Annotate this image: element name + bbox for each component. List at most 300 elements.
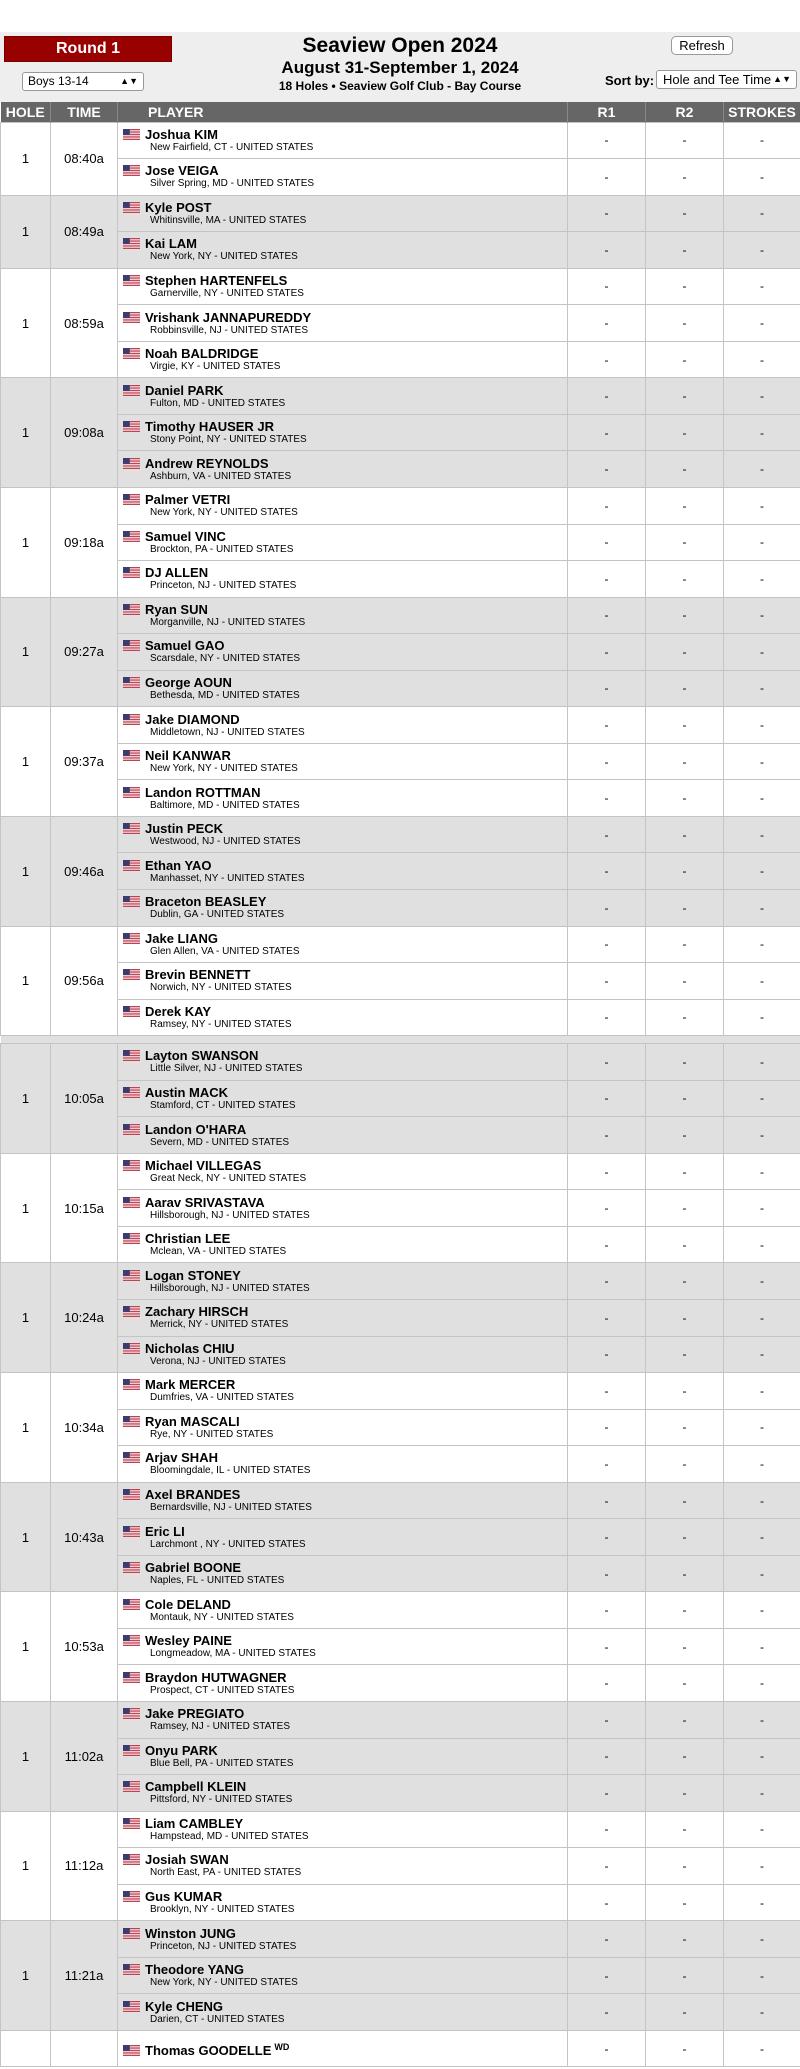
player-name[interactable]: Gus KUMAR (145, 1889, 223, 1905)
table-row[interactable] (1, 1117, 800, 1154)
player-name[interactable]: Mark MERCER (145, 1377, 236, 1393)
player-name-line[interactable] (123, 1195, 567, 1210)
player-name[interactable]: Braydon HUTWAGNER (145, 1669, 287, 1685)
table-row[interactable] (1, 597, 800, 634)
player-name[interactable]: Theodore YANG (145, 1962, 244, 1978)
player-name[interactable]: Axel BRANDES (145, 1487, 241, 1502)
player-location: Dublin, GA - UNITED STATES (150, 909, 285, 921)
player-cell[interactable] (118, 1190, 568, 1227)
player-location: Mclean, VA - UNITED STATES (150, 1246, 287, 1258)
player-name[interactable]: Landon O'HARA (145, 1121, 247, 1137)
player-cell[interactable] (118, 634, 568, 671)
player-cell[interactable] (118, 743, 568, 780)
col-header-strokes[interactable]: STROKES (724, 102, 800, 122)
player-name[interactable]: Eric LI (145, 1523, 185, 1539)
tee-time-cell: 09:46a (51, 816, 118, 926)
table-row[interactable] (1, 1702, 800, 1739)
table-row[interactable] (1, 963, 800, 1000)
strokes-total: - (724, 1519, 800, 1556)
hole-cell: 1 (1, 926, 51, 1036)
player-name-line[interactable] (123, 1926, 567, 1941)
r2-score: - (646, 232, 724, 269)
player-name-line[interactable] (123, 456, 567, 471)
player-location: Blue Bell, PA - UNITED STATES (150, 1757, 294, 1769)
table-row[interactable] (1, 341, 800, 378)
player-cell[interactable] (118, 378, 568, 415)
player-name-line[interactable] (123, 163, 567, 178)
table-row[interactable] (1, 743, 800, 780)
player-cell[interactable] (118, 524, 568, 561)
table-row[interactable] (1, 670, 800, 707)
strokes-total: - (724, 122, 800, 159)
table-row[interactable] (1, 1555, 800, 1592)
player-name[interactable]: Ryan MASCALI (145, 1413, 240, 1429)
player-cell[interactable] (118, 1738, 568, 1775)
player-cell[interactable] (118, 195, 568, 232)
table-row[interactable] (1, 1628, 800, 1665)
player-name[interactable]: Ethan YAO (145, 857, 212, 873)
player-name-line[interactable] (123, 1158, 567, 1173)
table-row[interactable] (1, 1665, 800, 1702)
player-name[interactable]: Derek KAY (145, 1003, 212, 1019)
player-name-line[interactable] (123, 1414, 567, 1429)
player-name-line[interactable] (123, 931, 567, 946)
player-name-line[interactable] (123, 602, 567, 617)
us-flag-icon (123, 1488, 140, 1499)
us-flag-icon (123, 2044, 140, 2055)
player-cell[interactable] (118, 1336, 568, 1373)
player-name-line[interactable] (123, 894, 567, 909)
table-row[interactable] (1, 853, 800, 890)
table-row[interactable] (1, 122, 800, 159)
table-row[interactable] (1, 1482, 800, 1519)
hole-cell: 1 (1, 268, 51, 378)
us-flag-icon (123, 1305, 140, 1316)
table-row[interactable] (1, 1263, 800, 1300)
player-cell[interactable] (118, 1957, 568, 1994)
table-row[interactable] (1, 1300, 800, 1337)
player-location: New York, NY - UNITED STATES (150, 1977, 298, 1989)
player-name-line[interactable] (123, 1852, 567, 1867)
player-location: New Fairfield, CT - UNITED STATES (150, 141, 314, 153)
player-name-line[interactable] (123, 273, 567, 288)
player-name[interactable]: Michael VILLEGAS (145, 1158, 262, 1174)
player-name[interactable]: Arjav SHAH (145, 1450, 218, 1466)
player-cell[interactable] (118, 2030, 568, 2067)
hole-cell: 1 (1, 122, 51, 195)
player-name[interactable]: Wesley PAINE (145, 1633, 232, 1649)
player-name[interactable]: Stephen HARTENFELS (145, 272, 288, 288)
r1-score: - (568, 1628, 646, 1665)
player-name[interactable]: Onyu PARK (145, 1742, 218, 1758)
table-row[interactable] (1, 268, 800, 305)
r2-score: - (646, 963, 724, 1000)
player-cell[interactable] (118, 1519, 568, 1556)
player-name-line[interactable] (123, 2040, 567, 2058)
table-row[interactable] (1, 1848, 800, 1885)
player-cell[interactable] (118, 1080, 568, 1117)
player-name-line[interactable] (123, 1706, 567, 1721)
player-name-line[interactable] (123, 529, 567, 544)
player-name-line[interactable] (123, 310, 567, 325)
r1-score: - (568, 1811, 646, 1848)
us-flag-icon (123, 566, 140, 577)
table-row[interactable] (1, 1738, 800, 1775)
refresh-button[interactable]: Refresh (671, 36, 733, 55)
table-row[interactable] (1, 1226, 800, 1263)
player-name[interactable]: Jose VEIGA (145, 163, 219, 179)
r1-score: - (568, 1592, 646, 1629)
player-cell[interactable] (118, 780, 568, 817)
player-name-line[interactable] (123, 346, 567, 361)
player-name[interactable]: Kai LAM (145, 236, 197, 252)
player-location: Bloomingdale, IL - UNITED STATES (150, 1465, 311, 1477)
player-name-line[interactable] (123, 1377, 567, 1392)
r1-score: - (568, 926, 646, 963)
player-cell[interactable] (118, 926, 568, 963)
player-name-line[interactable] (123, 1122, 567, 1137)
player-location: Prospect, CT - UNITED STATES (150, 1684, 295, 1696)
us-flag-icon (123, 1744, 140, 1755)
table-row[interactable] (1, 1775, 800, 1812)
player-cell[interactable] (118, 487, 568, 524)
player-cell[interactable] (118, 414, 568, 451)
player-cell[interactable] (118, 999, 568, 1036)
player-name-line[interactable] (123, 858, 567, 873)
player-name-line[interactable] (123, 127, 567, 142)
table-header-row (1, 102, 800, 122)
us-flag-icon (123, 1525, 140, 1536)
player-cell[interactable] (118, 1555, 568, 1592)
player-name[interactable]: Winston JUNG (145, 1925, 236, 1941)
player-name-line[interactable] (123, 638, 567, 653)
player-name-line[interactable] (123, 236, 567, 251)
col-header-player[interactable]: PLAYER (118, 102, 568, 122)
player-name-line[interactable] (123, 383, 567, 398)
player-name[interactable]: Josiah SWAN (145, 1852, 229, 1868)
player-cell[interactable] (118, 1482, 568, 1519)
player-name[interactable]: Zachary HIRSCH (145, 1304, 249, 1320)
player-name-line[interactable] (123, 712, 567, 727)
player-cell[interactable] (118, 561, 568, 598)
table-row[interactable] (1, 524, 800, 561)
table-row[interactable] (1, 1336, 800, 1373)
sort-select[interactable] (656, 70, 797, 89)
player-location: Pittsford, NY - UNITED STATES (150, 1794, 293, 1806)
us-flag-icon (123, 1598, 140, 1609)
table-row[interactable] (1, 1519, 800, 1556)
player-name[interactable]: DJ ALLEN (145, 565, 209, 581)
player-name[interactable]: Andrew REYNOLDS (145, 455, 269, 471)
player-name-line[interactable] (123, 1487, 567, 1502)
strokes-total: - (724, 487, 800, 524)
r2-score: - (646, 1884, 724, 1921)
player-cell[interactable] (118, 1848, 568, 1885)
table-row[interactable] (1, 414, 800, 451)
player-name-line[interactable] (123, 1816, 567, 1831)
player-cell[interactable] (118, 1994, 568, 2031)
col-header-time[interactable]: TIME (51, 102, 118, 122)
table-row[interactable] (1, 1446, 800, 1483)
player-cell[interactable] (118, 597, 568, 634)
table-row[interactable] (1, 232, 800, 269)
player-cell[interactable] (118, 1665, 568, 1702)
r1-score: - (568, 1702, 646, 1739)
table-row[interactable] (1, 1884, 800, 1921)
tee-time-cell: 08:59a (51, 268, 118, 378)
hole-cell: 1 (1, 1373, 51, 1483)
r2-score: - (646, 999, 724, 1036)
player-name-line[interactable] (123, 1524, 567, 1539)
player-name-line[interactable] (123, 1450, 567, 1465)
r1-score: - (568, 561, 646, 598)
strokes-total: - (724, 1628, 800, 1665)
table-row[interactable] (1, 487, 800, 524)
table-row[interactable] (1, 1373, 800, 1410)
player-name[interactable]: Palmer VETRI (145, 492, 231, 508)
player-name[interactable]: Gabriel BOONE (145, 1560, 242, 1576)
player-name[interactable]: Aarav SRIVASTAVA (145, 1194, 265, 1210)
strokes-total: - (724, 1080, 800, 1117)
table-row[interactable] (1, 2030, 800, 2067)
player-name-line[interactable] (123, 200, 567, 215)
table-row[interactable] (1, 305, 800, 342)
table-row[interactable] (1, 1994, 800, 2031)
player-name-line[interactable] (123, 1962, 567, 1977)
player-name[interactable]: Vrishank JANNAPUREDDY (145, 309, 312, 325)
player-name-line[interactable] (123, 1597, 567, 1612)
strokes-total: - (724, 561, 800, 598)
player-cell[interactable] (118, 1702, 568, 1739)
player-name[interactable]: Jake PREGIATO (145, 1706, 245, 1722)
tee-time-cell: 10:15a (51, 1153, 118, 1263)
player-cell[interactable] (118, 159, 568, 196)
player-name-line[interactable] (123, 785, 567, 800)
player-cell[interactable] (118, 1921, 568, 1958)
table-row[interactable] (1, 195, 800, 232)
player-name[interactable]: Joshua KIM (145, 126, 218, 142)
tee-time-cell: 09:56a (51, 926, 118, 1036)
table-row[interactable] (1, 1044, 800, 1081)
strokes-total: - (724, 999, 800, 1036)
table-row[interactable] (1, 561, 800, 598)
us-flag-icon (123, 1378, 140, 1389)
table-row[interactable] (1, 634, 800, 671)
player-cell[interactable] (118, 451, 568, 488)
col-header-r2[interactable]: R2 (646, 102, 724, 122)
table-row[interactable] (1, 378, 800, 415)
table-row[interactable] (1, 1957, 800, 1994)
player-name-line[interactable] (123, 748, 567, 763)
table-row[interactable] (1, 1811, 800, 1848)
player-cell[interactable] (118, 1628, 568, 1665)
hole-cell: 1 (1, 1263, 51, 1373)
player-name-line[interactable] (123, 1048, 567, 1063)
player-name[interactable]: Thomas GOODELLE (145, 2042, 272, 2058)
player-cell[interactable] (118, 1811, 568, 1848)
player-name[interactable]: Logan STONEY (145, 1267, 241, 1283)
col-header-hole[interactable]: HOLE (1, 102, 51, 122)
player-cell[interactable] (118, 889, 568, 926)
player-name-line[interactable] (123, 1560, 567, 1575)
player-name-line[interactable] (123, 1889, 567, 1904)
player-cell[interactable] (118, 1373, 568, 1410)
table-row[interactable] (1, 999, 800, 1036)
r1-score: - (568, 341, 646, 378)
r1-score: - (568, 597, 646, 634)
player-name[interactable]: Justin PECK (145, 821, 224, 837)
sort-label: Sort by: (605, 73, 655, 88)
player-cell[interactable] (118, 1263, 568, 1300)
r2-score: - (646, 524, 724, 561)
player-name-line[interactable] (123, 675, 567, 690)
strokes-total: - (724, 1957, 800, 1994)
player-name-line[interactable] (123, 1670, 567, 1685)
us-flag-icon (123, 1927, 140, 1938)
player-name[interactable]: George AOUN (145, 674, 232, 690)
us-flag-icon (123, 639, 140, 650)
col-header-r1[interactable]: R1 (568, 102, 646, 122)
us-flag-icon (123, 1780, 140, 1791)
player-cell[interactable] (118, 1592, 568, 1629)
player-name-line[interactable] (123, 1085, 567, 1100)
strokes-total: - (724, 1409, 800, 1446)
player-location: Bethesda, MD - UNITED STATES (150, 689, 300, 701)
player-cell[interactable] (118, 1446, 568, 1483)
player-name[interactable]: Timothy HAUSER JR (145, 419, 275, 435)
player-name-line[interactable] (123, 1304, 567, 1319)
player-cell[interactable] (118, 122, 568, 159)
player-name[interactable]: Neil KANWAR (145, 748, 231, 764)
player-name[interactable]: Christian LEE (145, 1231, 231, 1247)
player-name[interactable]: Campbell KLEIN (145, 1779, 247, 1795)
hole-cell: 1 (1, 1921, 51, 2031)
player-name[interactable]: Kyle CHENG (145, 1998, 224, 2014)
player-name[interactable]: Braceton BEASLEY (145, 894, 267, 910)
player-name-line[interactable] (123, 1231, 567, 1246)
player-location: Larchmont , NY - UNITED STATES (150, 1538, 306, 1550)
r1-score: - (568, 1848, 646, 1885)
player-name[interactable]: Austin MACK (145, 1084, 229, 1100)
player-name[interactable]: Daniel PARK (145, 382, 224, 398)
player-name-line[interactable] (123, 821, 567, 836)
player-cell[interactable] (118, 1226, 568, 1263)
player-name[interactable]: Jake DIAMOND (145, 711, 240, 727)
r1-score: - (568, 1226, 646, 1263)
player-cell[interactable] (118, 963, 568, 1000)
strokes-total: - (724, 634, 800, 671)
us-flag-icon (123, 493, 140, 504)
player-name-line[interactable] (123, 1999, 567, 2014)
player-name-line[interactable] (123, 1633, 567, 1648)
player-cell[interactable] (118, 707, 568, 744)
strokes-total: - (724, 743, 800, 780)
table-row[interactable] (1, 707, 800, 744)
player-cell[interactable] (118, 816, 568, 853)
player-name-line[interactable] (123, 565, 567, 580)
table-row[interactable] (1, 780, 800, 817)
player-name-line[interactable] (123, 1341, 567, 1356)
player-cell[interactable] (118, 670, 568, 707)
r2-score: - (646, 1702, 724, 1739)
division-select[interactable] (22, 72, 144, 91)
r2-score: - (646, 451, 724, 488)
hole-cell: 1 (1, 1153, 51, 1263)
player-location: Glen Allen, VA - UNITED STATES (150, 945, 300, 957)
player-name[interactable]: Jake LIANG (145, 930, 218, 946)
player-name-line[interactable] (123, 1004, 567, 1019)
player-name[interactable]: Ryan SUN (145, 601, 208, 617)
r2-score: - (646, 597, 724, 634)
player-name[interactable]: Cole DELAND (145, 1596, 231, 1612)
table-row[interactable] (1, 889, 800, 926)
strokes-total: - (724, 341, 800, 378)
us-flag-icon (123, 237, 140, 248)
player-name-line[interactable] (123, 1268, 567, 1283)
table-row[interactable] (1, 1080, 800, 1117)
table-row[interactable] (1, 159, 800, 196)
player-cell[interactable] (118, 1117, 568, 1154)
player-cell[interactable] (118, 268, 568, 305)
table-row[interactable] (1, 1592, 800, 1629)
player-cell[interactable] (118, 305, 568, 342)
player-cell[interactable] (118, 232, 568, 269)
player-name[interactable]: Samuel VINC (145, 528, 226, 544)
player-cell[interactable] (118, 1044, 568, 1081)
table-row[interactable] (1, 451, 800, 488)
us-flag-icon (123, 1963, 140, 1974)
table-row[interactable] (1, 1153, 800, 1190)
r1-score: - (568, 1884, 646, 1921)
round-button[interactable]: Round 1 (4, 36, 172, 62)
player-cell[interactable] (118, 1409, 568, 1446)
player-name-line[interactable] (123, 1743, 567, 1758)
player-location: Baltimore, MD - UNITED STATES (150, 799, 300, 811)
player-name[interactable]: Nicholas CHIU (145, 1340, 235, 1356)
player-location: Stamford, CT - UNITED STATES (150, 1099, 296, 1111)
table-row[interactable] (1, 816, 800, 853)
player-cell[interactable] (118, 853, 568, 890)
r2-score: - (646, 195, 724, 232)
player-name[interactable]: Liam CAMBLEY (145, 1815, 244, 1831)
table-row[interactable] (1, 1921, 800, 1958)
player-name[interactable]: Noah BALDRIDGE (145, 346, 259, 362)
table-row[interactable] (1, 1190, 800, 1227)
player-name-line[interactable] (123, 419, 567, 434)
player-cell[interactable] (118, 1300, 568, 1337)
table-row[interactable] (1, 926, 800, 963)
r1-score: - (568, 1665, 646, 1702)
player-cell[interactable] (118, 1775, 568, 1812)
strokes-total: - (724, 524, 800, 561)
player-name[interactable]: Layton SWANSON (145, 1048, 259, 1064)
player-name-line[interactable] (123, 967, 567, 982)
us-flag-icon (123, 1561, 140, 1572)
player-cell[interactable] (118, 341, 568, 378)
player-cell[interactable] (118, 1884, 568, 1921)
us-flag-icon (123, 1890, 140, 1901)
player-name[interactable]: Landon ROTTMAN (145, 784, 261, 800)
player-name-line[interactable] (123, 1779, 567, 1794)
player-cell[interactable] (118, 1153, 568, 1190)
player-name[interactable]: Kyle POST (145, 199, 212, 215)
table-row[interactable] (1, 1409, 800, 1446)
player-name[interactable]: Brevin BENNETT (145, 967, 251, 983)
us-flag-icon (123, 2000, 140, 2011)
player-name-line[interactable] (123, 492, 567, 507)
player-name[interactable]: Samuel GAO (145, 638, 225, 654)
strokes-total: - (724, 268, 800, 305)
